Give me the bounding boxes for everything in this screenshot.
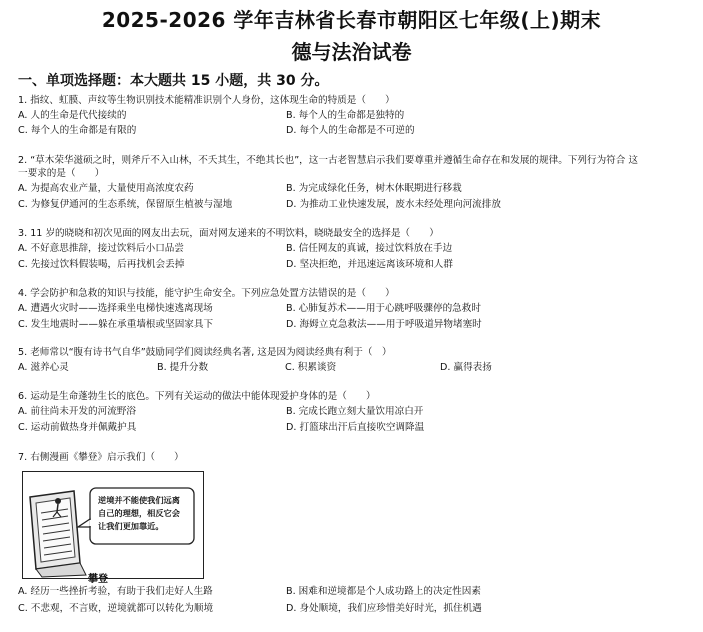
question-7-option-d: D. 身处顺境，我们应珍惜美好时光，抓住机遇	[286, 603, 482, 614]
question-6-option-d: D. 打篮球出汗后直接吹空调降温	[286, 422, 425, 433]
cartoon-speech-bubble: 逆境并不能使我们远离自己的理想，相反它会让我们更加靠近。	[98, 495, 180, 531]
question-1-option-c: C. 每个人的生命都是有限的	[18, 125, 137, 136]
question-4-option-a: A. 遭遇火灾时——选择乘坐电梯快速逃离现场	[18, 303, 213, 314]
question-5-option-c: C. 积累谈资	[285, 362, 337, 373]
question-6-option-b: B. 完成长跑立刻大量饮用凉白开	[286, 406, 424, 417]
question-5-stem: 5. 老师常以“腹有诗书气自华”鼓励同学们阅读经典名著, 这是因为阅读经典有利于（ ）	[18, 347, 392, 358]
exam-title-line1: 2025-2026 学年吉林省长春市朝阳区七年级(上)期末	[101, 8, 602, 32]
question-6-option-c: C. 运动前做热身并佩戴护具	[18, 422, 137, 433]
question-4-option-b: B. 心肺复苏术——用于心跳呼吸骤停的急救时	[286, 303, 481, 314]
question-6-option-a: A. 前往尚未开发的河流野浴	[18, 406, 137, 417]
question-4-stem: 4. 学会防护和急救的知识与技能，能守护生命安全。下列应急处置方法错误的是（ ）	[18, 288, 395, 299]
question-4-option-c: C. 发生地震时——躲在承重墙根或坚固家具下	[18, 319, 214, 330]
question-2-stem-line1: 2. “草木荣华滋硕之时，则斧斤不入山林，不夭其生，不绝其长也”，这一古老智慧启示我们要尊重并遵循生命存在和发展的规律。下列行为符合 这	[18, 155, 639, 166]
question-2-option-c: C. 为修复伊通河的生态系统，保留原生植被与湿地	[18, 199, 233, 210]
question-3-option-a: A. 不好意思推辞，接过饮料后小口品尝	[18, 243, 184, 254]
question-7-option-c: C. 不悲观，不言败，逆境就都可以转化为顺境	[18, 603, 214, 614]
question-3-option-d: D. 坚决拒绝，并迅速远离该环境和人群	[286, 259, 453, 270]
question-5-option-d: D. 赢得表扬	[440, 362, 492, 373]
question-1-stem: 1. 指纹、虹膜、声纹等生物识别技术能精准识别个人身份，这体现生命的特质是（ ）	[18, 95, 395, 106]
question-5-option-a: A. 滋养心灵	[18, 362, 69, 373]
question-1-option-d: D. 每个人的生命都是不可逆的	[286, 125, 415, 136]
section-heading: 一、单项选择题：本大题共 15 小题，共 30 分。	[18, 73, 329, 89]
cartoon-caption: 攀登	[88, 574, 108, 585]
question-3-stem: 3. 11 岁的晓晓和初次见面的网友出去玩，面对网友递来的不明饮料，晓晓最安全的选择是（ ）	[18, 228, 439, 239]
question-7-option-b: B. 困难和逆境都是个人成功路上的决定性因素	[286, 586, 481, 597]
question-3-option-c: C. 先接过饮料假装喝，后再找机会丢掉	[18, 259, 185, 270]
question-2-stem-line2: 一要求的是（ ）	[18, 168, 105, 179]
question-2-option-a: A. 为提高农业产量，大量使用高浓度农药	[18, 183, 194, 194]
question-6-stem: 6. 运动是生命蓬勃生长的底色。下列有关运动的做法中能体现爱护身体的是（ ）	[18, 391, 376, 402]
question-2-option-b: B. 为完成绿化任务，树木休眠期进行移栽	[286, 183, 462, 194]
question-3-option-b: B. 信任网友的真诚，接过饮料放在手边	[286, 243, 453, 254]
question-5-option-b: B. 提升分数	[157, 362, 209, 373]
question-1-option-a: A. 人的生命是代代接续的	[18, 110, 127, 121]
question-1-option-b: B. 每个人的生命都是独特的	[286, 110, 405, 121]
exam-title-line2: 德与法治试卷	[291, 40, 412, 64]
question-4-option-d: D. 海姆立克急救法——用于呼吸道异物堵塞时	[286, 319, 482, 330]
question-7-option-a: A. 经历一些挫折考验，有助于我们走好人生路	[18, 586, 213, 597]
question-7-stem: 7. 右侧漫画《攀登》启示我们（ ）	[18, 452, 184, 463]
question-2-option-d: D. 为推动工业快速发展，废水未经处理向河流排放	[286, 199, 501, 210]
